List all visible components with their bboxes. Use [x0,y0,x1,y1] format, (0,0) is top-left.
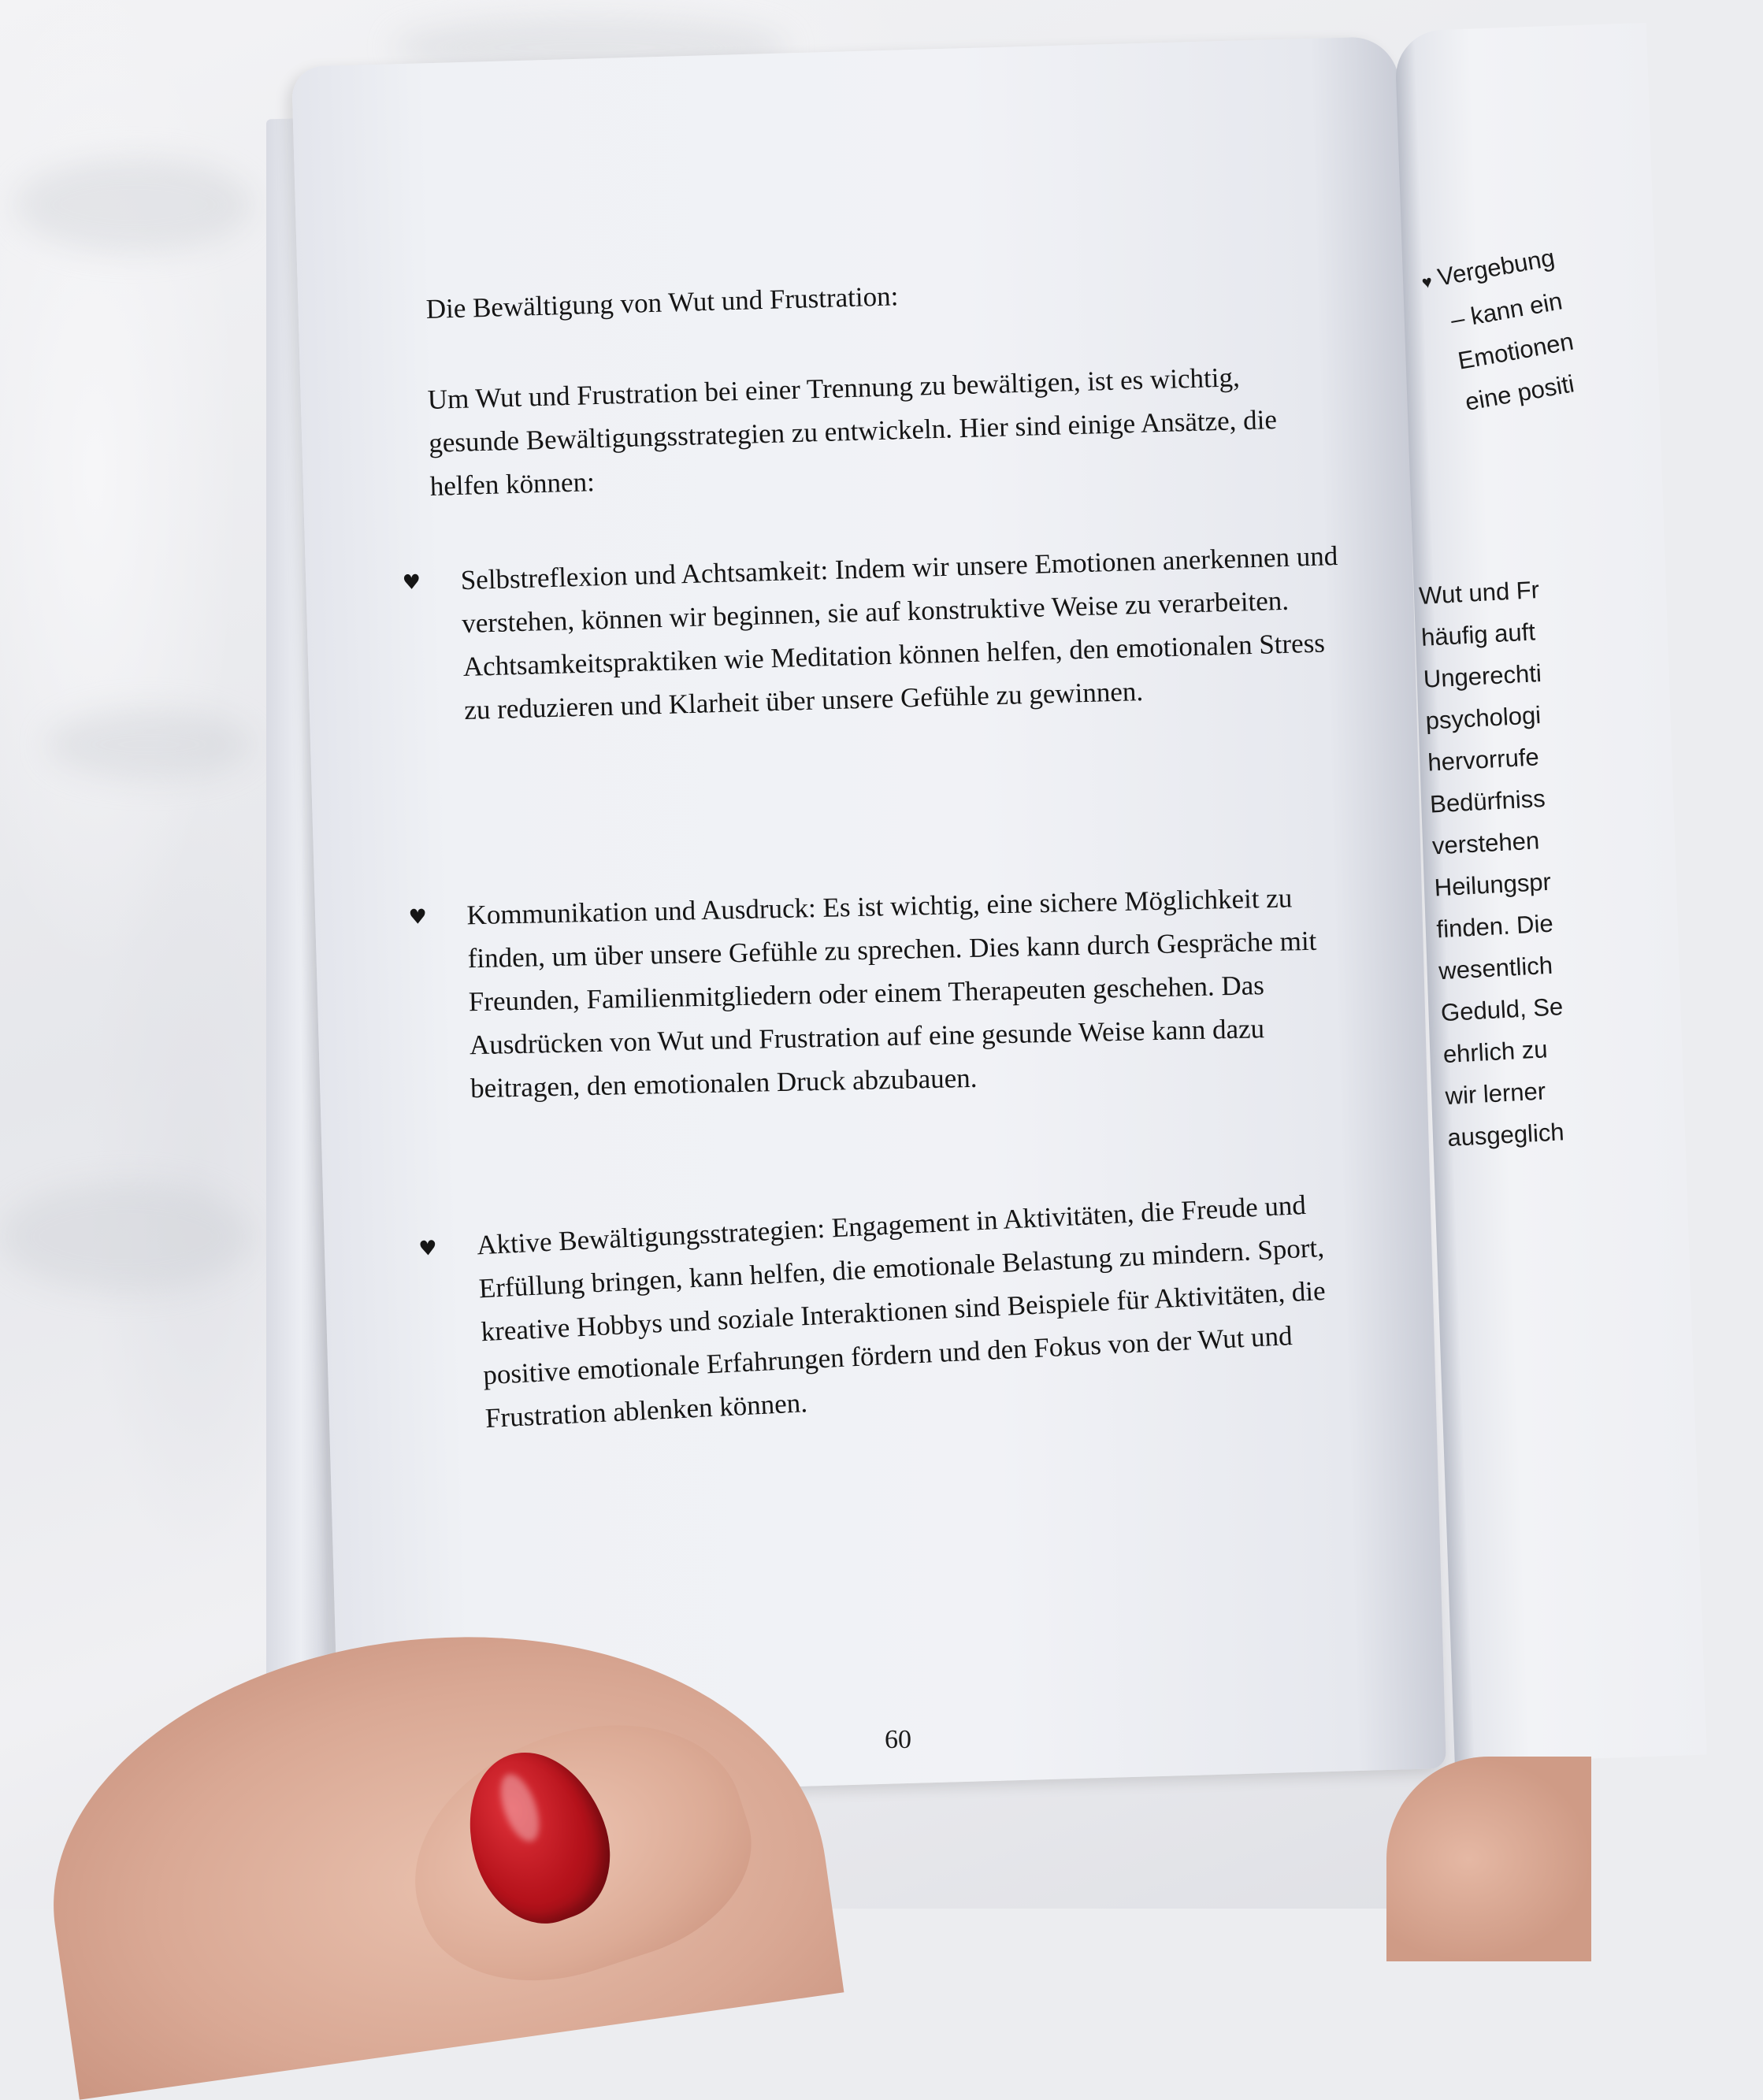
bullet-item [408,875,1352,1111]
bullet-text: Selbstreflexion und Achtsamkeit: Indem wir unsere Emotionen anerkennen und verstehen, können wir beginnen, sie auf konstruktive Weise zu verarbeiten. Achtsamkeitspraktiken wie Meditation können helfen, den emotionalen Stress zu reduzieren und Klarheit über unsere Gefühle zu gewinnen. [460,540,1338,726]
bedsheet-fold [47,709,252,780]
right-page-paragraph [1418,558,1763,1159]
right-line: Heilungspr [1433,867,1552,902]
right-line: Geduld, Se [1440,992,1564,1027]
bullet-item [402,534,1345,733]
section-heading: Die Bewältigung von Wut und Frustration: [425,280,899,325]
right-line: verstehen [1431,826,1540,860]
right-line: Vergebung [1435,243,1557,291]
right-line: psychologi [1424,701,1542,735]
right-line: Bedürfniss [1429,784,1546,818]
right-line: wir lerner [1444,1077,1546,1111]
heart-bullet-icon: ♥ [402,570,421,595]
bullet-item [418,1181,1366,1441]
right-line: Emotionen [1456,327,1576,375]
bullet-text: Aktive Bewältigungsstrategien: Engagement in Aktivitäten, die Freude und Erfüllung bringen, kann helfen, die emotionale Belastung zu mindern. Sport, kreative Hobbys und soziale Interaktionen sind Beispiele für Aktivitäten, die positive emotionale Erfahrungen fördern und den Fokus von der Wut und Frustration ablenken können. [476,1189,1327,1434]
right-line: Ungerechti [1423,659,1542,693]
right-hand [1386,1757,1591,1961]
bullet-text: Kommunikation und Ausdruck: Es ist wichtig, eine sichere Möglichkeit zu finden, um über unsere Gefühle zu sprechen. Dies kann durch Gespräche mit Freunden, Familienmitgliedern oder einem Therapeuten geschehen. Das Ausdrücken von Wut und Frustration auf eine gesunde Weise kann dazu beitragen, den emotionalen Druck abzubauen. [466,882,1317,1104]
right-line: hervorrufe [1427,743,1540,777]
right-line: Wut und Fr [1418,575,1540,610]
heart-bullet-icon: ♥ [1420,271,1435,293]
right-line: eine positi [1463,369,1576,417]
intro-paragraph: Um Wut und Frustration bei einer Trennung zu bewältigen, ist es wichtig, gesunde Bewältigungsstrategien zu entwickeln. Hier sind einige Ansätze, die helfen können: [427,362,1278,502]
right-line: wesentlich [1438,951,1553,985]
bedsheet-fold [0,1182,252,1292]
right-line: – kann ein [1448,287,1564,334]
right-line: häufig auft [1420,618,1536,651]
bedsheet-fold [16,158,252,252]
heart-bullet-icon: ♥ [418,1236,438,1261]
page-number: 60 [885,1725,911,1754]
right-page-text [1418,243,1576,1678]
right-line: ausgeglich [1446,1118,1565,1152]
right-line: ehrlich zu [1442,1035,1549,1069]
right-line: finden. Die [1435,909,1554,944]
heart-bullet-icon: ♥ [408,905,428,929]
